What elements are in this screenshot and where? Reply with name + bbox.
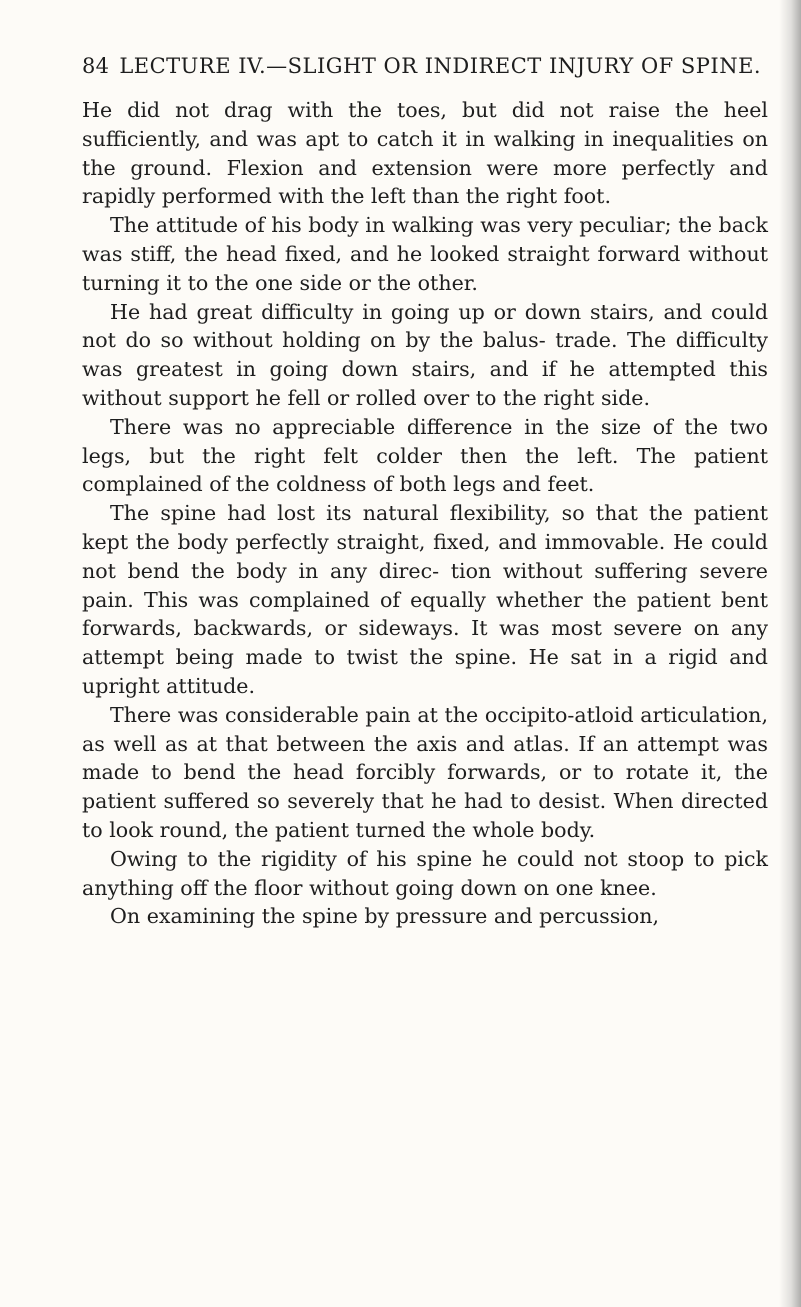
paragraph-5: The spine had lost its natural flexibility, so that the patient kept the body perfectly straight, fixed, and immovable. He could not bend the body in any direc- tion without suffering severe pain. This was complained of equally whether the patient bent forwards, backwards, or sideways. It was most severe on any attempt being made to twist the spine. He sat in a rigid and upright attitude. xyxy=(82,501,768,698)
running-head-title: LECTURE IV.—SLIGHT OR INDIRECT INJURY OF SPINE. xyxy=(119,54,762,78)
paragraph-6: There was considerable pain at the occipito-atloid articulation, as well as at that between the axis and atlas. If an attempt was made to bend the head forcibly forwards, or to rotate it, the patient suffered so severely that he had to desist. When directed to look round, the patient turned the whole body. xyxy=(82,702,768,842)
paragraph-4: There was no appreciable difference in the size of the two legs, but the right felt colder then the left. The patient complained of the coldness of both legs and feet. xyxy=(82,414,768,497)
page-edge-shadow xyxy=(779,0,801,1307)
paragraph-3: He had great difficulty in going up or down stairs, and could not do so without holding on by the balus- trade. The difficulty was greatest in going down stairs, and if he attempted this without support he fell or rolled over to the right side. xyxy=(82,299,768,410)
paragraph-8: On examining the spine by pressure and percussion, xyxy=(110,904,660,929)
paragraph-2: The attitude of his body in walking was very peculiar; the back was stiff, the head fixed, and he looked straight forward without turning it to the one side or the other. xyxy=(82,213,768,295)
paragraph-7: Owing to the rigidity of his spine he could not stoop to pick anything off the floor without going down on one knee. xyxy=(82,846,768,900)
book-page xyxy=(82,54,768,931)
paragraph-1: He did not drag with the toes, but did not raise the heel sufficiently, and was apt to catch it in walking in inequalities on the ground. Flexion and extension were more perfectly and rapidly performed with the left than the right foot. xyxy=(82,98,768,209)
body-text xyxy=(82,96,768,931)
page-number: 84 xyxy=(82,54,110,78)
running-head xyxy=(82,54,768,78)
